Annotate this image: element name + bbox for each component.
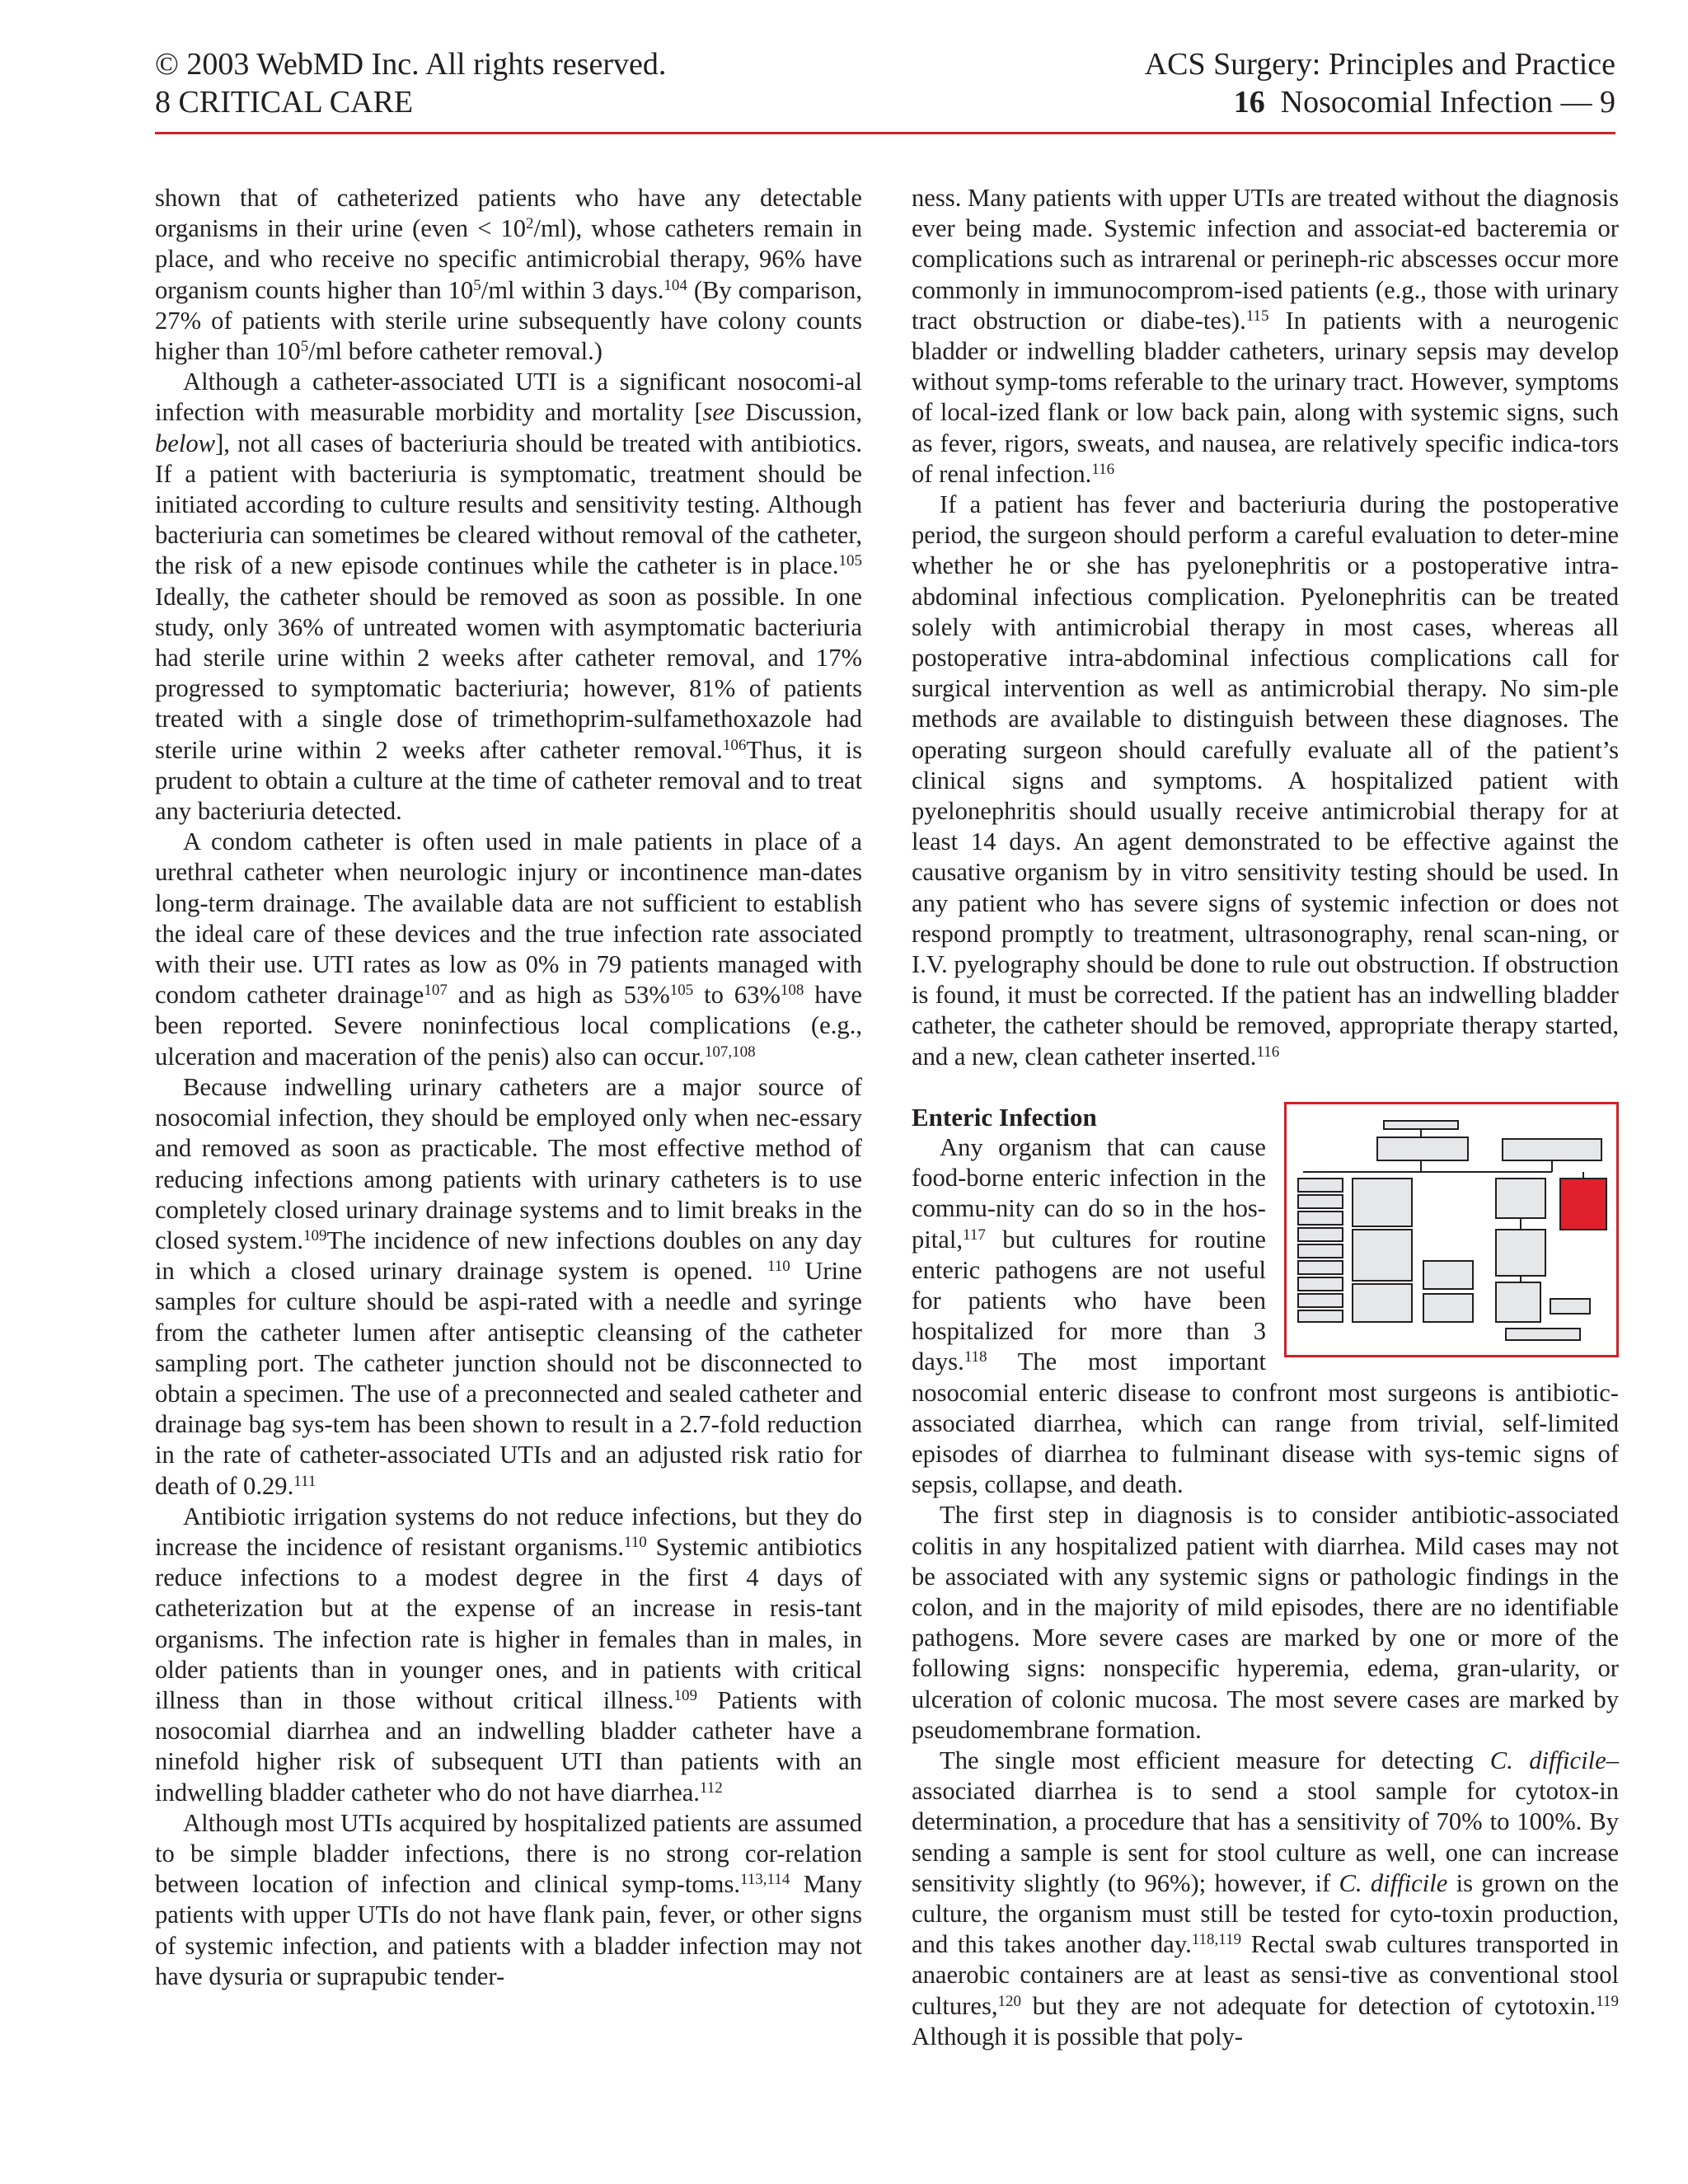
reference-superscript: 113,114 [740, 1871, 790, 1889]
reference-superscript: 104 [663, 276, 687, 294]
copyright-notice: © 2003 WebMD Inc. All rights reserved. [155, 47, 667, 82]
reference-superscript: 107,108 [704, 1043, 756, 1061]
paragraph: Any organism that can cause food-borne enteric infection in the commu-nity can do so in the hos-pital,$^{117}$ but cultures for routine enteric pathogens are not useful for patients who have been hospitalized for more than 3 days.$^{118}$ The most important nosocomial enteric disease to confront most surgeons is antibiotic-associated diarrhea, which can range from trivial, self-limited episodes of diarrhea to fulminant disease with sys-temic signs of sepsis, collapse, and death. [912, 1132, 1619, 1499]
reference-superscript: 110 [624, 1533, 647, 1551]
paragraph: Although most UTIs acquired by hospitalized patients are assumed to be simple bladder infections, there is no strong cor-relation between location of infection and clinical symp-toms.$^{113,114}$ Many patients with upper UTIs do not have flank pain, fever, or other signs of systemic infection, and patients with a bladder infection may not have dysuria or suprapubic tender- [155, 1808, 862, 1990]
reference-superscript: 112 [699, 1779, 723, 1797]
paragraph: If a patient has fever and bacteriuria during the postoperative period, the surgeon should perform a careful evaluation to deter-mine whether he or she has pyelonephritis or a postoperative intra-abdominal infectious complication. Pyelonephritis can be treated solely with antimicrobial therapy in most cases, whereas all postoperative intra-abdominal infectious complications call for surgical intervention as well as antimicrobial therapy. No sim-ple methods are available to distinguish between these diagnoses. The operating surgeon should carefully evaluate all of the patient’s clinical signs and symptoms. A hospitalized patient with pyelonephritis should usually receive antimicrobial therapy for at least 14 days. An agent demonstrated to be effective against the causative organism by in vitro sensitivity testing should be used. In any patient who has severe signs of systemic infection or does not respond promptly to treatment, ultrasonography, renal scan-ning, or I.V. pyelography should be done to rule out obstruction. If obstruction is found, it must be corrected. If the patient has an indwelling bladder catheter, the catheter should be removed, appropriate therapy started, and a new, clean catheter inserted.$^{116}$ [912, 490, 1619, 1071]
reference-superscript: 118,119 [1191, 1931, 1242, 1949]
chapter-number: 16 [1233, 85, 1265, 120]
left-column [155, 183, 862, 1992]
paragraph: ness. Many patients with upper UTIs are treated without the diagnosis ever being made. Systemic infection and associat-ed bacteremia or complications such as intrarenal or perineph-ric abscesses occur more commonly in immunocomprom-ised patients (e.g., those with urinary tract obstruction or diabe-tes).$^{115}$ In patients with a neurogenic bladder or indwelling bladder catheters, urinary sepsis may develop without symp-toms referable to the urinary tract. However, symptoms of local-ized flank or low back pain, along with systemic signs, such as fever, rigors, sweats, and nausea, are relatively specific indica-tors of renal infection.$^{116}$ [912, 184, 1620, 488]
reference-superscript: 111 [293, 1472, 316, 1490]
reference-superscript: 116 [1091, 460, 1115, 478]
reference-superscript: 115 [1245, 307, 1269, 325]
reference-superscript: 105 [669, 982, 694, 1000]
reference-superscript: 119 [1596, 1992, 1619, 2010]
reference-superscript: 118 [964, 1348, 987, 1366]
section-label: 8 CRITICAL CARE [155, 85, 414, 120]
paragraph: Antibiotic irrigation systems do not reduce infections, but they do increase the incidence of resistant organisms.$^{110}$ Systemic antibiotics reduce infections to a modest degree in the first 4 days of catheterization but at the expense of an increase in resis-tant organisms. The infection rate is higher in females than in males, in older patients than in younger ones, and in patients with critical illness than in those without critical illness.$^{109}$ Patients with nosocomial diarrhea and an indwelling bladder catheter have a ninefold higher risk of subsequent UTI than patients with an indwelling bladder catheter who do not have diarrhea.$^{112}$ [155, 1502, 862, 1807]
algorithm-thumbnail[interactable] [1284, 1102, 1619, 1357]
reference-superscript: 120 [997, 1992, 1021, 2010]
paragraph: Because indwelling urinary catheters are a major source of nosocomial infection, they should be employed only when nec-essary and removed as soon as practicable. The most effective method of reducing infections among patients with urinary catheters is to use completely closed urinary drainage systems and to limit breaks in the closed system.$^{109}$The incidence of new infections doubles on any day in which a closed urinary drainage system is opened. $^{110}$ Urine samples for culture should be aspi-rated with a needle and syringe from the catheter lumen after antiseptic cleansing of the catheter sampling port. The catheter junction should not be disconnected to obtain a specimen. The use of a preconnected and sealed catheter and drainage bag sys-tem has been shown to result in a 2.7-fold reduction in the rate of catheter-associated UTIs and an adjusted risk ratio for death of 0.29.$^{111}$ [155, 1072, 862, 1500]
reference-superscript: 110 [767, 1258, 790, 1276]
flowchart-thumbnail-icon [1287, 1104, 1616, 1355]
reference-superscript: 109 [673, 1686, 698, 1704]
paragraph: shown that of catheterized patients who have any detectable organisms in their urine (even < $10^2/ml$), whose catheters remain in place, and who receive no specific antimicrobial therapy, 96% have organism counts higher than $10^5/ml$ within 3 days.$^{104}$ (By comparison, 27% of patients with sterile urine subsequently have colony counts higher than $10^5/ml$ before catheter removal.) [155, 184, 862, 366]
reference-superscript: 105 [838, 552, 862, 570]
paragraph: The single most efficient measure for detecting C. difficile–associated diarrhea is to send a stool sample for cytotox-in determination, a procedure that has a sensitivity of 70% to 100%. By sending a sample is sent for stool culture as well, one can increase sensitivity slightly (to 96%); however, if C. difficile is grown on the culture, the organism must still be tested for cyto-toxin production, and this takes another day.$^{118,119}$ Rectal swab cultures transported in anaerobic containers are at least as sensi-tive as conventional stool cultures,$^{120}$ but they are not adequate for detection of cytotoxin.$^{119}$ Although it is possible that poly- [912, 1746, 1620, 2050]
paragraph: A condom catheter is often used in male patients in place of a urethral catheter when neurologic injury or incontinence man-dates long-term drainage. The available data are not sufficient to establish the ideal care of these devices and the true infection rate associated with their use. UTI rates as low as 0% in 79 patients managed with condom catheter drainage$^{107}$ and as high as 53%$^{105}$ to 63%$^{108}$ have been reported. Severe noninfectious local complications (e.g., ulceration and maceration of the penis) also can occur.$^{107,108}$ [155, 827, 862, 1071]
reference-superscript: 107 [424, 982, 448, 1000]
paragraph: The first step in diagnosis is to consider antibiotic-associated colitis in any hospitalized patient with diarrhea. Mild cases may not be associated with any systemic signs or pathologic findings in the colon, and in the majority of mild episodes, there are no identifiable pathogens. More severe cases are marked by one or more of the following signs: nonspecific hyperemia, edema, gran-ularity, or ulceration of colonic mucosa. The most severe cases are marked by pseudomembrane formation. [912, 1501, 1619, 1744]
running-header-right [1145, 45, 1615, 121]
chapter-title: Nosocomial Infection — 9 [1280, 85, 1615, 120]
reference-superscript: 106 [722, 736, 747, 754]
reference-superscript: 109 [302, 1226, 327, 1244]
running-header-left [155, 45, 666, 121]
reference-superscript: 108 [780, 982, 804, 1000]
section-heading: Enteric Infection [912, 1102, 1097, 1132]
paragraph: Although a catheter-associated UTI is a significant nosocomi-al infection with measurable morbidity and mortality [see Discussion, below], not all cases of bacteriuria should be treated with antibiotics. If a patient with bacteriuria is symptomatic, treatment should be initiated according to culture results and sensitivity testing. Although bacteriuria can sometimes be cleared without removal of the catheter, the risk of a new episode continues while the catheter is in place.$^{105}$ Ideally, the catheter should be removed as soon as possible. In one study, only 36% of untreated women with asymptomatic bacteriuria had sterile urine within 2 weeks after catheter removal, and 17% progressed to symptomatic bacteriuria; however, 81% of patients treated with a single dose of trimethoprim-sulfamethoxazole had sterile urine within 2 weeks after catheter removal.$^{106}$Thus, it is prudent to obtain a culture at the time of catheter removal and to treat any bacteriuria detected. [155, 368, 863, 826]
right-column [912, 183, 1619, 2052]
header-rule [155, 132, 1615, 134]
reference-superscript: 117 [963, 1226, 986, 1244]
book-title: ACS Surgery: Principles and Practice [1144, 47, 1615, 82]
reference-superscript: 116 [1256, 1043, 1280, 1061]
chapter-line [1145, 83, 1615, 121]
